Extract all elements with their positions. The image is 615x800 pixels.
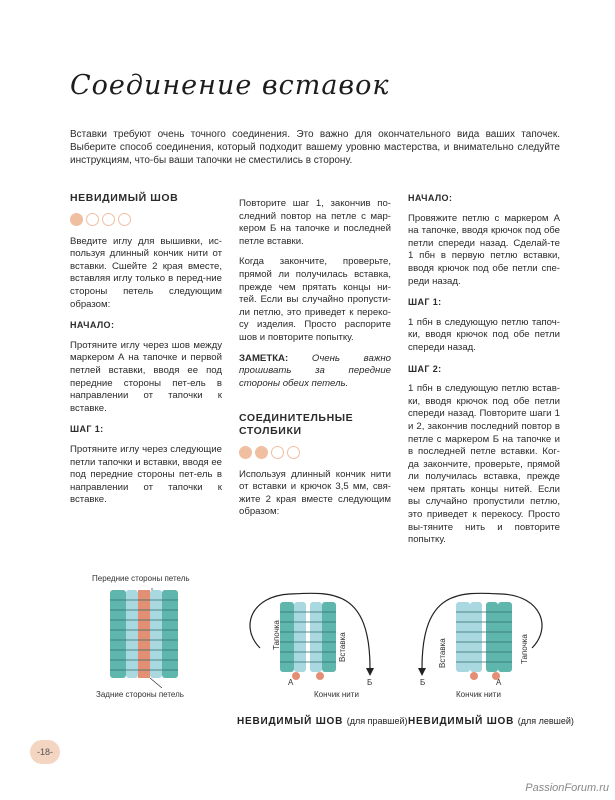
difficulty-dot — [287, 446, 300, 459]
step-label: ШАГ 1: — [408, 297, 442, 308]
paragraph: Протяните иглу через следующие петли тапочки и вставки, вводя ее под передние стороны пет-ель в направлении от тапочки к вставке. — [70, 443, 222, 506]
marker-b-label: Б — [420, 678, 426, 687]
marker-a-label: А — [288, 678, 294, 687]
difficulty-indicator — [70, 213, 222, 226]
difficulty-dot — [102, 213, 115, 226]
caption-sub: (для правшей) — [346, 716, 408, 726]
difficulty-dot — [239, 446, 252, 459]
right-column-stitches — [150, 590, 178, 678]
slipper-label: Тапочка — [520, 634, 529, 664]
difficulty-dot — [271, 446, 284, 459]
difficulty-dot — [70, 213, 83, 226]
paragraph: Повторите шаг 1, закончив по-следний повтор на петле с мар-кером Б на тапочке и последней петле вставки. — [239, 198, 391, 247]
step-label: ШАГ 2: — [408, 363, 442, 374]
paragraph: Когда закончите, проверьте, прямой ли получилась вставка, прежде чем прятать концы ни-тей. Если вы случайно пропусти-ли петлю, это приведет к переко-су изделия. Просто распорите шов и повторите попытку. — [239, 256, 391, 343]
note — [239, 353, 391, 391]
slipper-label: Тапочка — [272, 620, 281, 650]
paragraph: Провяжите петлю с маркером А на тапочке, вводя крючок под обе петли спереди назад. Сделай-те 1 пбн в первую петлю вставки, вводя крючок под обе петли спе-реди назад. — [408, 212, 560, 287]
note-label: ЗАМЕТКА: — [239, 352, 289, 364]
column-right — [408, 192, 560, 555]
step-label: ШАГ 1: — [70, 424, 104, 435]
marker-b-label: Б — [367, 678, 373, 687]
stitch-sides-illustration — [100, 588, 180, 688]
watermark: PassionForum.ru — [525, 782, 609, 794]
thread-tail-label: Кончик нити — [314, 690, 359, 699]
column-middle — [239, 198, 391, 527]
back-sides-label: Задние стороны петель — [96, 690, 184, 699]
paragraph: Протяните иглу через шов между маркером А на тапочке и первой петлей вставки, вводя ее под передние стороны пет-ель в направлении от тапочки к вставке. — [70, 339, 222, 414]
column-invisible-seam — [70, 192, 222, 515]
difficulty-dot — [255, 446, 268, 459]
page-title: Соединение вставок — [70, 70, 390, 101]
caption-main: НЕВИДИМЫЙ ШОВ — [408, 716, 515, 727]
intro-paragraph: Вставки требуют очень точного соединения. Это важно для окончательного вида ваших тапочек. Выберите способ соединения, который подходит вашему уровню мастерства, и внимательно следуйте инструкциям, что-бы ваши тапочки не сместились в сторону. — [70, 129, 560, 166]
section-heading-invisible-seam: НЕВИДИМЫЙ ШОВ — [70, 192, 179, 204]
insert-label: Вставка — [338, 632, 347, 662]
difficulty-dot — [86, 213, 99, 226]
thread-tail-label: Кончик нити — [456, 690, 501, 699]
marker-a-label: А — [496, 678, 502, 687]
right-handed-seam-illustration — [240, 588, 380, 698]
difficulty-indicator — [239, 446, 391, 459]
caption-left-handed — [408, 716, 574, 727]
paragraph: Используя длинный кончик нити от вставки и крючок 3,5 мм, свя-жите 2 края вместе следующим образом: — [239, 468, 391, 518]
left-column-stitches — [110, 590, 138, 678]
caption-main: НЕВИДИМЫЙ ШОВ — [237, 716, 344, 727]
paragraph: 1 пбн в следующую петлю тапоч-ки, вводя крючок под обе петли спереди назад. — [408, 316, 560, 353]
page-number: -18- — [30, 740, 60, 764]
step-label: НАЧАЛО: — [408, 193, 453, 203]
caption-right-handed — [237, 716, 408, 727]
insert-label: Вставка — [438, 638, 447, 668]
note-text: Очень важно прошивать за передние стороны обеих петель. — [239, 352, 391, 389]
paragraph: 1 пбн в следующую петлю встав-ки, вводя крючок под обе петли спереди назад. Повторите шаги 1 и 2, закончив последний повтор в петле с маркером Б на тапочке и в последней петле вставки. Ког-да закончите, проверьте, прямой ли получилась вставка, прежде чем прятать концы нитей. Если вы случайно пропустили петлю, это приведет к перекосу. Просто вы-тяните нить и повторите попытку. — [408, 383, 560, 546]
front-sides-label: Передние стороны петель — [92, 574, 190, 583]
paragraph: Введите иглу для вышивки, ис-пользуя длинный кончик нити от вставки. Сшейте 2 края вместе, вставляя иглу только в перед-ние стороны петель следующим образом: — [70, 235, 222, 310]
caption-sub: (для левшей) — [517, 716, 574, 726]
left-handed-seam-illustration — [412, 588, 552, 698]
section-heading-slip-stitch: СОЕДИНИТЕЛЬНЫЕ СТОЛБИКИ — [239, 412, 354, 437]
step-label: НАЧАЛО: — [70, 320, 115, 331]
difficulty-dot — [118, 213, 131, 226]
